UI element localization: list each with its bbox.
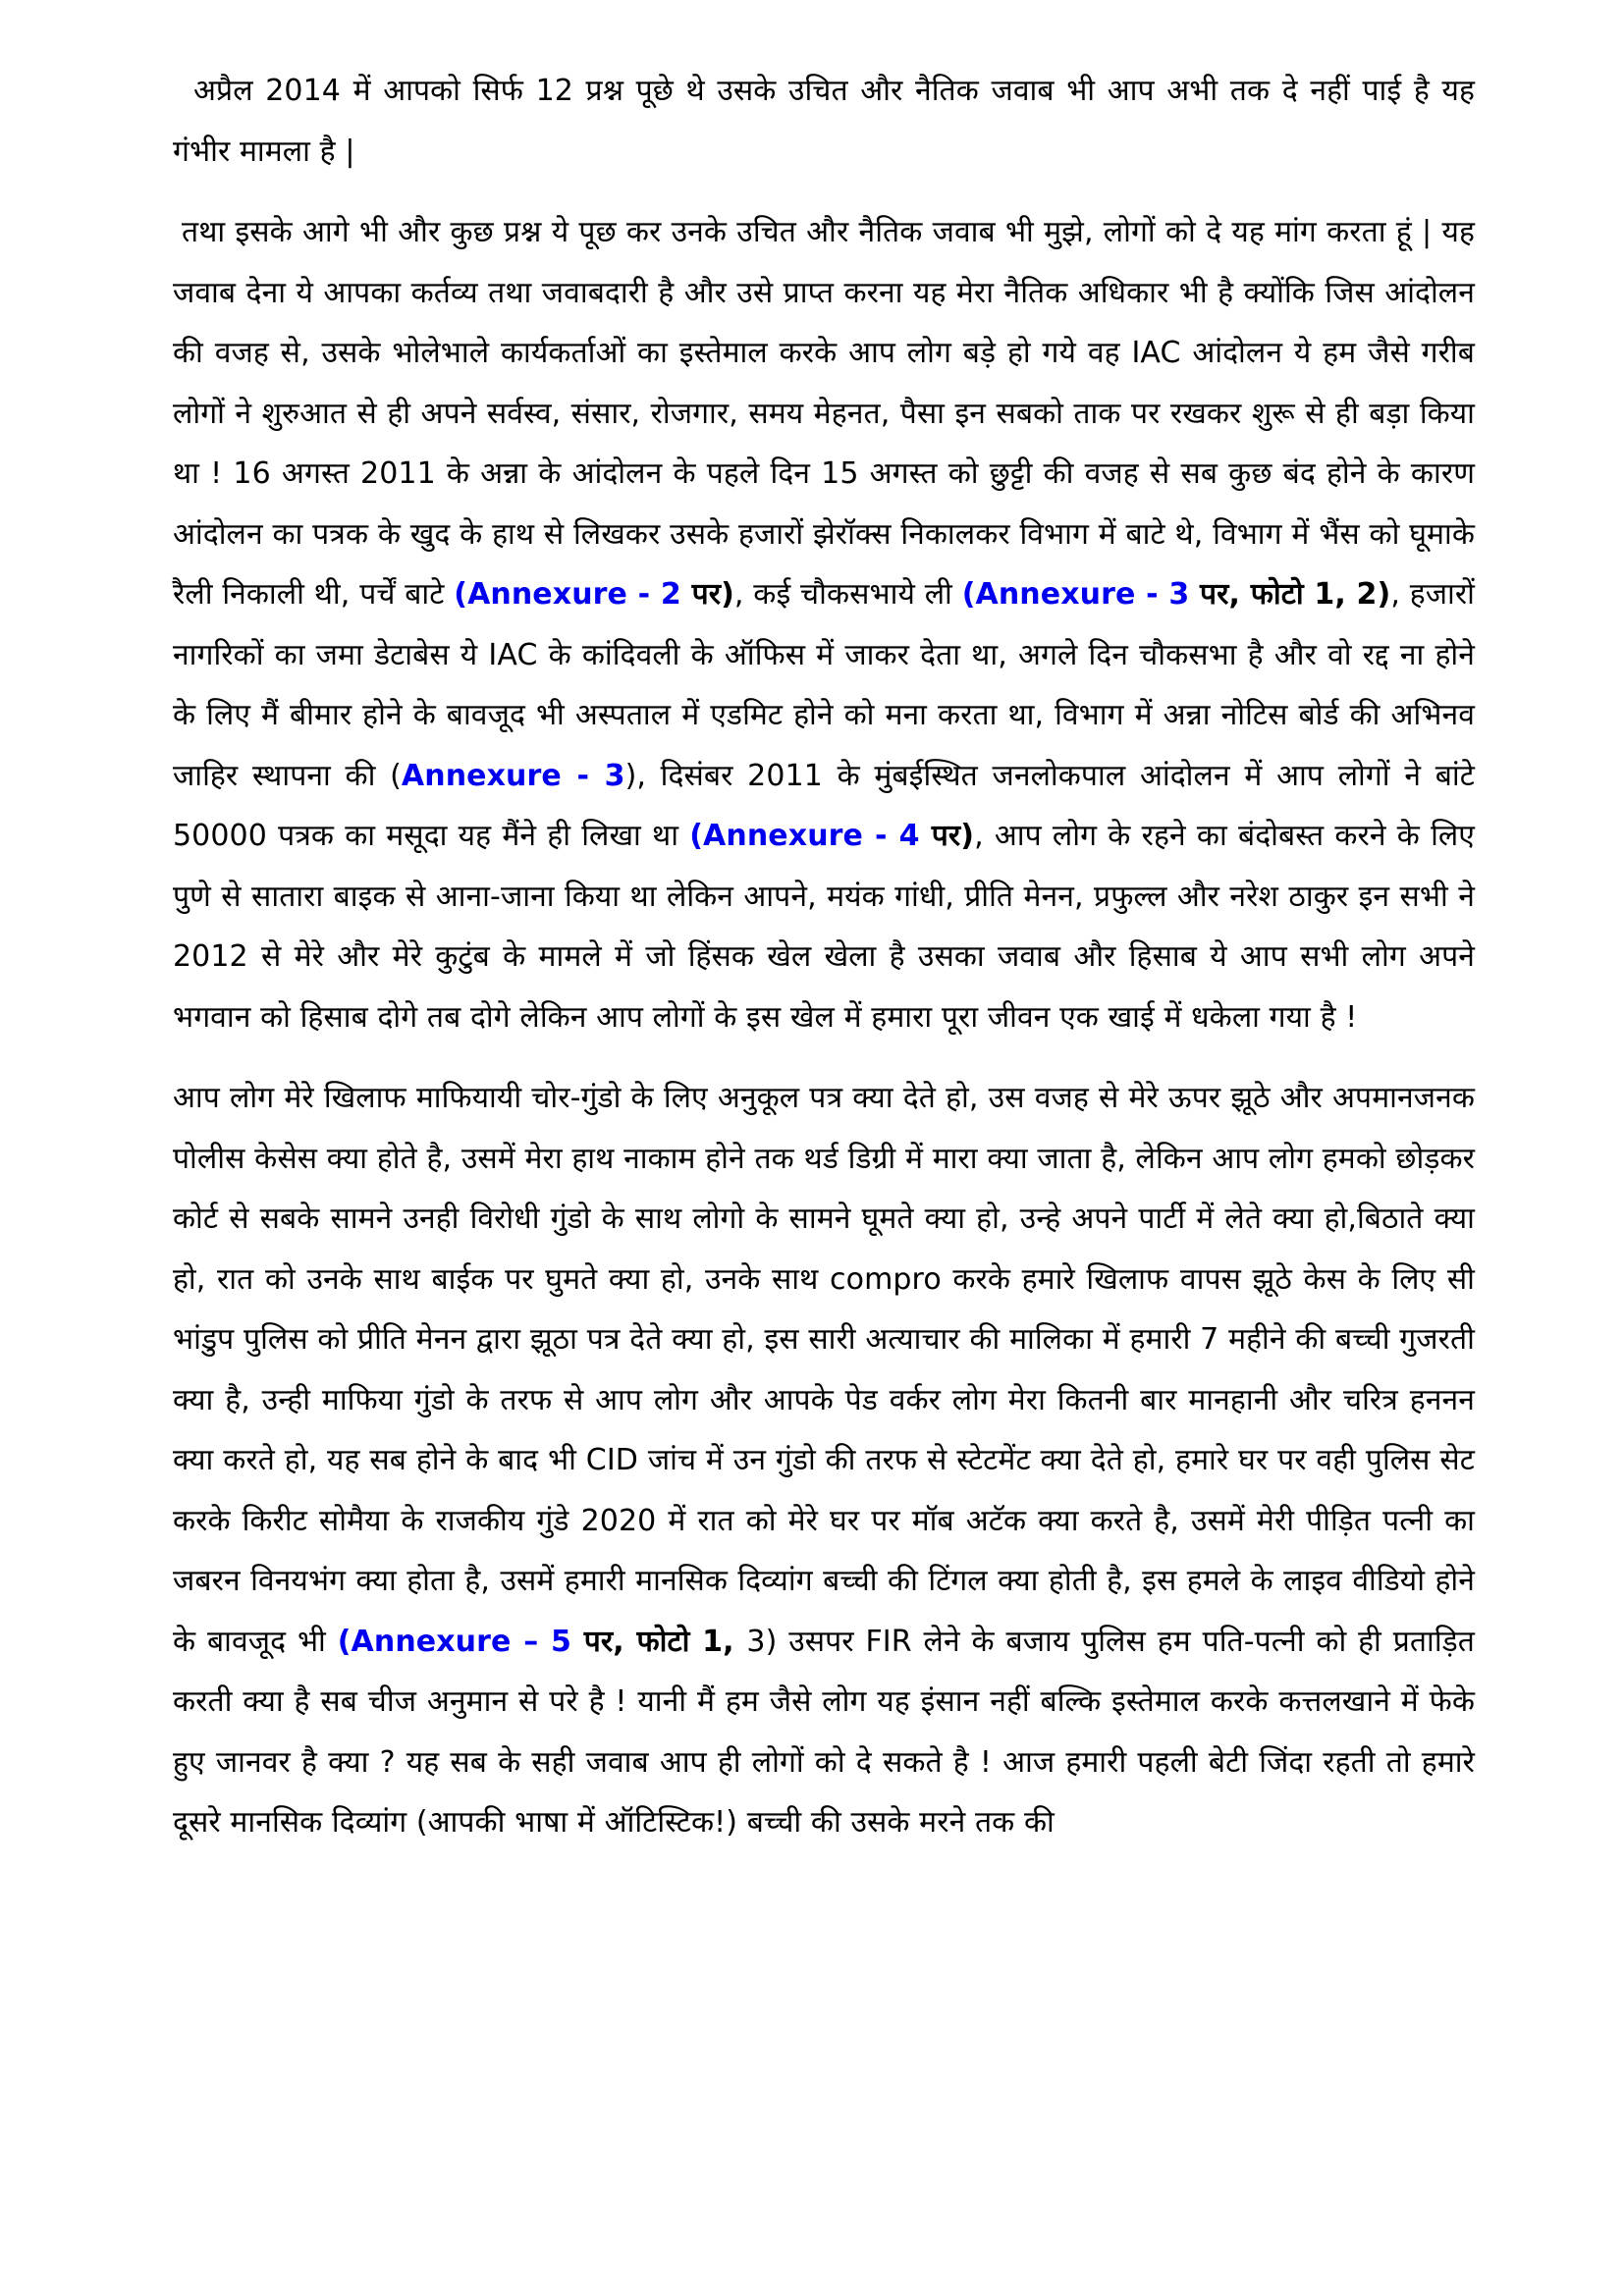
text-run: 3) उसपर FIR लेने के बजाय पुलिस हम पति-पत्नी को ही प्रताड़ित करती क्या है सब चीज अनुमान से परे है ! यानी मैं हम जैसे लोग यह इंसान नहीं बल्कि इस्तेमाल करके कत्तलखाने में फेके हुए जानवर है क्या ? यह सब के सही जवाब आप ही लोगों को दे सकते है ! आज हमारी पहली बेटी जिंदा रहती तो हमारे दूसरे मानसिक दिव्यांग (आपकी भाषा में ऑटिस्टिक!) बच्ची की उसके मरने तक की — [173, 1624, 1476, 1840]
annexure-reference: (Annexure - 2 — [454, 577, 692, 612]
document-body — [173, 61, 1475, 1874]
text-run: , कई चौकसभाये ली — [733, 577, 962, 612]
text-run: आप लोग मेरे खिलाफ माफियायी चोर-गुंडो के लिए अनुकूल पत्र क्या देते हो, उस वजह से मेरे ऊपर झूठे और अपमानजनक पोलीस केसेस क्या होते है, उसमें मेरा हाथ नाकाम होने तक थर्ड डिग्री में मारा क्या जाता है, लेकिन आप लोग हमको छोड़कर कोर्ट से सबके सामने उनही विरोधी गुंडो के साथ लोगो के सामने घूमते क्या हो, उन्हे अपने पार्टी में लेते क्या हो,बिठाते क्या हो, रात को उनके साथ बाईक पर घुमते क्या हो, उनके साथ compro करके हमारे खिलाफ वापस झूठे केस के लिए सी भांडुप पुलिस को प्रीति मेनन द्वारा झूठा पत्र देते क्या हो, इस सारी अत्याचार की मालिका में हमारी 7 महीने की बच्ची गुजरती क्या है, उन्ही माफिया गुंडो के तरफ से आप लोग और आपके पेड वर्कर लोग मेरा कितनी बार मानहानी और चरित्र हननन क्या करते हो, यह सब होने के बाद भी CID जांच में उन गुंडो की तरफ से स्टेटमेंट क्या देते हो, हमारे घर पर वही पुलिस सेट करके किरीट सोमैया के राजकीय गुंडे 2020 में रात को मेरे घर पर मॉब अटॅक क्या करते है, उसमें मेरी पीड़ित पत्नी का जबरन विनयभंग क्या होता है, उसमें हमारी मानसिक दिव्यांग बच्ची की टिंगल क्या होती है, इस हमले के लाइव वीडियो होने के बावजूद भी — [173, 1081, 1475, 1659]
bold-text-run: पर, फोटो 1, 2) — [1200, 577, 1391, 612]
annexure-reference: Annexure - 3 — [401, 758, 625, 793]
paragraph — [173, 1068, 1475, 1853]
annexure-reference: (Annexure - 3 — [961, 577, 1201, 612]
bold-text-run: पर) — [931, 819, 975, 853]
annexure-reference: (Annexure - 4 — [689, 819, 932, 853]
text-run: अप्रैल 2014 में आपको सिर्फ 12 प्रश्न पूछे थे उसके उचित और नैतिक जवाब भी आप अभी तक दे नहीं पाई है यह गंभीर मामला है | — [173, 74, 1475, 169]
text-run: , हजारों नागरिकों का जमा डेटाबेस ये IAC के कांदिवली के ऑफिस में जाकर देता था, अगले दिन चौकसभा है और वो रद्द ना होने के लिए मैं बीमार होने के बावजूद भी अस्पताल में एडमिट होने को मना करता था, विभाग में अन्ना नोटिस बोर्ड की अभिनव जाहिर स्थापना की ( — [173, 577, 1476, 793]
bold-text-run: पर) — [691, 577, 734, 612]
paragraph — [173, 61, 1475, 182]
paragraph — [173, 202, 1475, 1047]
text-run: ), दिसंबर 2011 के मुंबईस्थित जनलोकपाल आंदोलन में आप लोगों ने बांटे 50000 पत्रक का मसूदा यह मैंने ही लिखा था — [173, 758, 1475, 853]
text-run: , आप लोग के रहने का बंदोबस्त करने के लिए पुणे से सातारा बाइक से आना-जाना किया था लेकिन आपने, मयंक गांधी, प्रीति मेनन, प्रफुल्ल और नरेश ठाकुर इन सभी ने 2012 से मेरे और मेरे कुटुंब के मामले में जो हिंसक खेल खेला है उसका जवाब और हिसाब ये आप सभी लोग अपने भगवान को हिसाब दोगे तब दोगे लेकिन आप लोगों के इस खेल में हमारा पूरा जीवन एक खाई में धकेला गया है ! — [173, 819, 1475, 1035]
bold-text-run: पर, फोटो 1, — [583, 1624, 747, 1659]
annexure-reference: (Annexure – 5 — [337, 1624, 584, 1659]
text-run: तथा इसके आगे भी और कुछ प्रश्न ये पूछ कर उनके उचित और नैतिक जवाब भी मुझे, लोगों को दे यह मांग करता हूं | यह जवाब देना ये आपका कर्तव्य तथा जवाबदारी है और उसे प्राप्त करना यह मेरा नैतिक अधिकार भी है क्योंकि जिस आंदोलन की वजह से, उसके भोलेभाले कार्यकर्ताओं का इस्तेमाल करके आप लोग बड़े हो गये वह IAC आंदोलन ये हम जैसे गरीब लोगों ने शुरुआत से ही अपने सर्वस्व, संसार, रोजगार, समय मेहनत, पैसा इन सबको ताक पर रखकर शुरू से ही बड़ा किया था ! 16 अगस्त 2011 के अन्ना के आंदोलन के पहले दिन 15 अगस्त को छुट्टी की वजह से सब कुछ बंद होने के कारण आंदोलन का पत्रक के खुद के हाथ से लिखकर उसके हजारों झेरॉक्स निकालकर विभाग में बाटे थे, विभाग में भैंस को घूमाके रैली निकाली थी, पर्चें बाटे — [173, 215, 1475, 612]
